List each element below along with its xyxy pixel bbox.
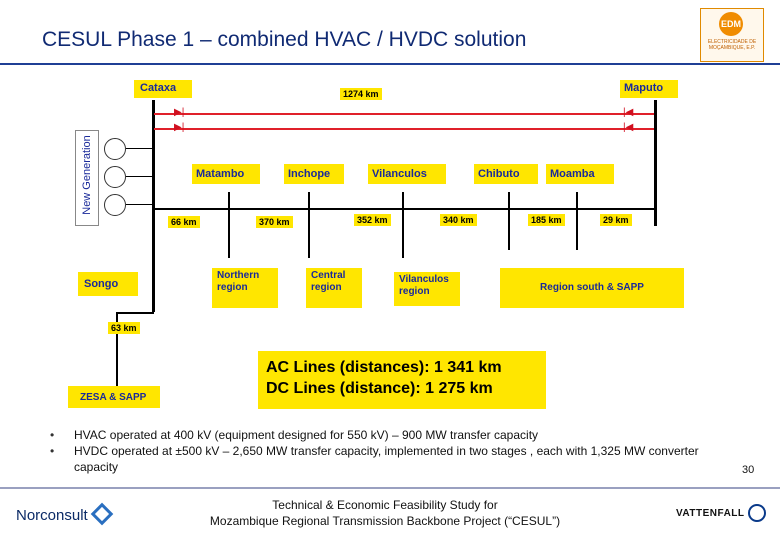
vattenfall-circle-icon	[748, 504, 766, 522]
new-generation-label: New Generation	[75, 130, 99, 226]
header-divider	[0, 63, 780, 65]
vattenfall-logo: VATTENFALL	[676, 508, 745, 519]
node-maputo: Maputo	[624, 82, 664, 94]
gen-link-3	[126, 204, 152, 205]
distance-main: 1274 km	[340, 88, 382, 100]
distance-63: 63 km	[108, 322, 140, 334]
edm-logo-mark: EDM	[719, 12, 743, 36]
node-songo: Songo	[84, 278, 119, 290]
hvdc-line-1	[154, 113, 654, 115]
node-matambo: Matambo	[196, 168, 245, 180]
node-inchope: Inchope	[288, 168, 331, 180]
dc-lines-summary: DC Lines (distance): 1 275 km	[266, 380, 493, 397]
region-south: Region south & SAPP	[500, 268, 684, 308]
distance-352: 352 km	[354, 214, 391, 226]
footer-line-1: Technical & Economic Feasibility Study for	[272, 498, 498, 512]
distance-185: 185 km	[528, 214, 565, 226]
bullet-hvdc: • HVDC operated at ±500 kV – 2,650 MW transfer capacity, implemented in two stages , each with 1,325 MW converter capacity	[50, 443, 730, 475]
slide-header	[0, 0, 780, 64]
drop-central	[308, 192, 310, 258]
node-cataxa: Cataxa	[140, 82, 177, 94]
gen-link-1	[126, 148, 152, 149]
region-northern: Northern region	[212, 268, 278, 308]
cataxa-bus	[152, 100, 155, 312]
norconsult-logo: Norconsult	[16, 507, 88, 524]
inverter-1-icon: |◀	[623, 107, 634, 118]
inverter-2-icon: |◀	[623, 122, 634, 133]
hvdc-line-2	[154, 128, 654, 130]
region-central: Central region	[306, 268, 362, 308]
distance-66: 66 km	[168, 216, 200, 228]
node-moamba: Moamba	[550, 168, 595, 180]
footer-divider	[0, 487, 780, 489]
ac-lines-summary: AC Lines (distances): 1 341 km	[266, 359, 502, 376]
generator-3-icon	[104, 194, 126, 216]
drop-northern	[228, 192, 230, 258]
footer-line-2: Mozambique Regional Transmission Backbone Project (“CESUL”)	[209, 514, 561, 528]
distance-370: 370 km	[256, 216, 293, 228]
page-number: 30	[742, 464, 755, 476]
node-chibuto: Chibuto	[478, 168, 520, 180]
node-vilanculos: Vilanculos	[372, 168, 427, 180]
drop-moamba	[576, 192, 578, 250]
drop-vilanculos	[402, 192, 404, 258]
generator-2-icon	[104, 166, 126, 188]
edm-logo	[700, 8, 764, 62]
distance-29: 29 km	[600, 214, 632, 226]
region-vilanculos: Vilanculos region	[394, 272, 460, 306]
bullet-list	[50, 427, 730, 475]
edm-logo-text: ELECTRICIDADE DE MOÇAMBIQUE, E.P.	[707, 39, 757, 51]
node-zesa: ZESA & SAPP	[80, 392, 147, 403]
line-summary	[258, 351, 546, 409]
rectifier-2-icon: ▶|	[174, 122, 185, 133]
slide-title: CESUL Phase 1 – combined HVAC / HVDC solution	[42, 28, 527, 51]
drop-chibuto	[508, 192, 510, 250]
bullet-hvac: • HVAC operated at 400 kV (equipment designed for 550 kV) – 900 MW transfer capacity	[50, 427, 730, 443]
gen-link-2	[126, 176, 152, 177]
footer-text	[170, 497, 600, 529]
distance-340: 340 km	[440, 214, 477, 226]
generator-1-icon	[104, 138, 126, 160]
network-diagram	[68, 68, 692, 410]
norconsult-diamond-icon	[91, 503, 114, 526]
rectifier-1-icon: ▶|	[174, 107, 185, 118]
songo-link	[116, 312, 154, 314]
